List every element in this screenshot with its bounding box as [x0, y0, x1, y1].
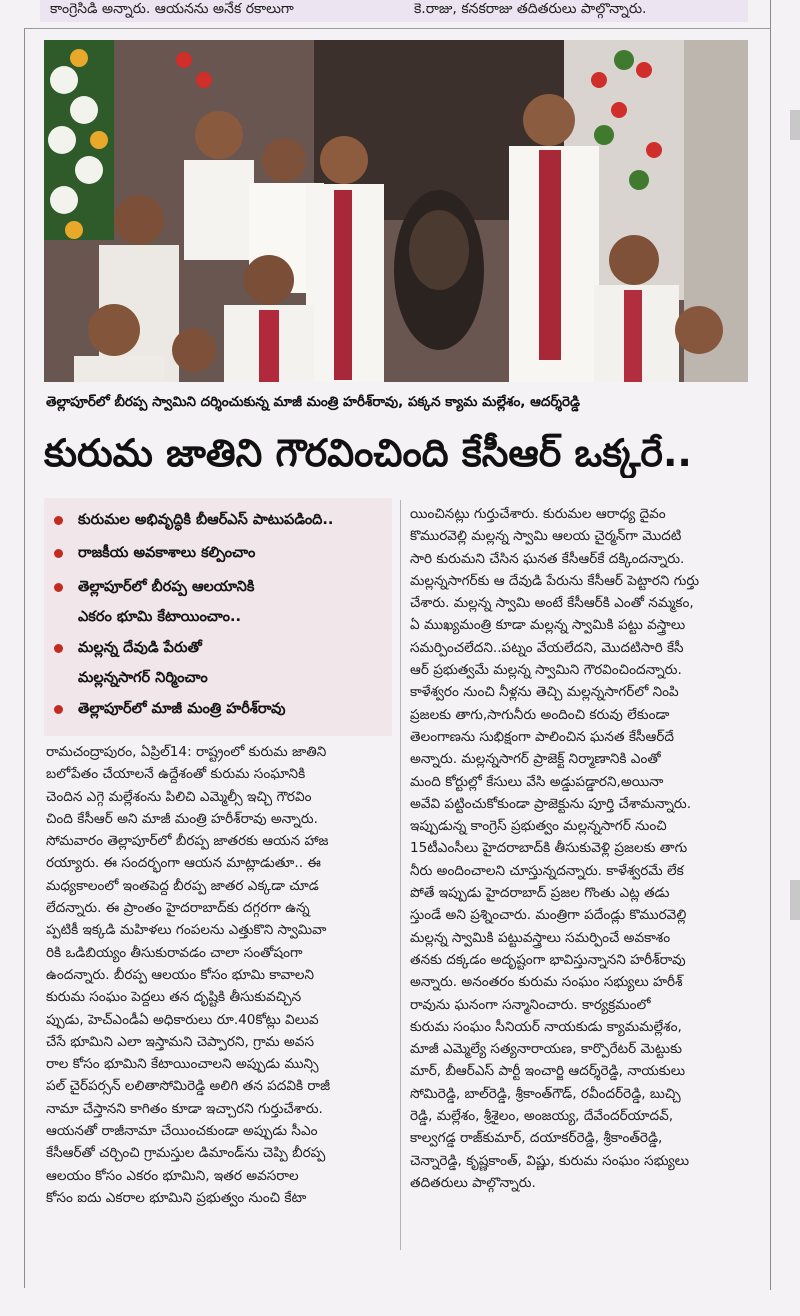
body-text-line: ప్రజలకు తాగు,సాగునీరు అందించి కరువు లేకుండా	[410, 706, 670, 723]
body-text-line: కేసీఆర్‌తో చర్చించి గ్రామస్తుల డిమాండ్‌ను చెప్పి బీరప్ప	[46, 1145, 326, 1162]
previous-article-left-text: కాంగ్రెసిడి అన్నారు. ఆయనను అనేక రకాలుగా	[50, 1, 294, 17]
body-text-line: చెందిన ఎగ్గె మల్లేశంను పిలిచి ఎమ్మెల్సీ ఇచ్చి గౌరవిం	[46, 788, 312, 805]
body-text-line: రికి ఒడిబియ్యం తీసుకురావడం చాలా సంతోషంగా	[46, 944, 303, 961]
highlight-text-continued: మల్లన్నసాగర్ నిర్మించాం	[78, 670, 208, 686]
body-text-line: ఆయనతో రాజీనామా చేయించకుండా అప్పుడు సీఎం	[46, 1123, 318, 1140]
column-rule-right	[770, 0, 771, 1290]
right-edge-bar	[790, 880, 800, 920]
body-text-line: ప్పుడు, హెచ్‌ఎండీఏ అధికారులు రూ.40కోట్లు విలువ	[46, 1011, 319, 1028]
body-text-line: కాళేశ్వరం నుంచి నీళ్లను తెచ్చి మల్లన్నసాగర్‌లో నింపి	[410, 684, 679, 701]
body-text-line: ప్పటికీ ఇక్కడి మహిళలు గంపలను ఎత్తుకొని స్వామివా	[46, 922, 327, 939]
body-text-line: అవేవి పట్టించుకోకుండా ప్రాజెక్టును పూర్తి చేశామన్నారు.	[410, 795, 692, 812]
highlight-text: మల్లన్న దేవుడి పేరుతో	[78, 640, 202, 656]
highlight-text-continued: ఎకరం భూమి కేటాయించాం..	[78, 609, 241, 625]
body-text-line: తదితరులు పాల్గొన్నారు.	[410, 1174, 536, 1191]
body-text-line: సోమవారం తెల్లాపూర్‌లో బీరప్ప జాతరకు ఆయన హాజ	[46, 833, 329, 850]
body-text-line: రావును ఘనంగా సన్మానించారు. కార్యక్రమంలో	[410, 996, 651, 1013]
body-text-line: సమర్పించలేదని..పట్నం వేయలేదని, మొదటిసారి కేసీ	[410, 639, 684, 656]
body-text-line: ఇప్పుడున్న కాంగ్రెస్ ప్రభుత్వం మల్లన్నసాగర్ నుంచి	[410, 818, 667, 835]
body-text-line: మాజీ ఎమ్మెల్యే సత్యనారాయణ, కార్పొరేటర్ మెట్టుకు	[410, 1041, 682, 1058]
highlight-text: కురుమల అభివృద్ధికి బీఆర్‌ఎస్ పాటుపడింది..	[78, 512, 334, 528]
body-text-line: 15టీఎంసీలు హైదరాబాద్‌కి తీసుకువెళ్లి ప్రజలకు తాగు	[410, 840, 688, 857]
body-text-line: నీరు అందించాలని చూస్తున్నదన్నారు. కాళేశ్వరమే లేక	[410, 862, 684, 879]
body-text-line: లేదన్నారు. ఈ ప్రాంతం హైదరాబాద్‌కు దగ్గరగా ఉన్న	[46, 900, 310, 917]
body-text-line: మల్లన్నసాగర్‌కు ఆ దేవుడి పేరును కేసీఆర్ పెట్టారని గుర్తు	[410, 572, 700, 589]
photo-caption: తెల్లాపూర్‌లో బీరప్ప స్వామిని దర్శించుకున్న మాజీ మంత్రి హరీశ్‌రావు, పక్కన క్యామ మల్లేశం, ఆదర్శ్‌రెడ్డి	[46, 394, 581, 410]
body-text-line: రాల కోసం భూమిని కేటాయించాలని అప్పుడు మున్సి	[46, 1056, 319, 1073]
body-text-line: తెలంగాణను సుభిక్షంగా పాలించిన ఘనత కేసీఆర్‌దే	[410, 728, 674, 745]
column-rule-left	[24, 28, 25, 1288]
body-text-line: బలోపేతం చేయాలనే ఉద్దేశంతో కురుమ సంఘానికి	[46, 766, 306, 783]
bullet-icon	[54, 583, 63, 592]
body-text-line: చెన్నారెడ్డి, కృష్ణకాంత్, విష్ణు, కురుమ సంఘం సభ్యులు	[410, 1152, 690, 1169]
body-text-line: పోతే ఇప్పుడు హైదరాబాద్ ప్రజల గొంతు ఎట్ల తడు	[410, 885, 670, 902]
body-text-line: ఏ ముఖ్యమంత్రి కూడా మల్లన్న స్వామికి పట్టు వస్త్రాలు	[410, 617, 686, 634]
body-text-line: సారి కురుమని చేసిన ఘనత కేసీఆర్‌కే దక్కిందన్నారు.	[410, 550, 685, 567]
body-text-line: చింది కేసీఆర్ అని మాజీ మంత్రి హరీశ్‌రావు అన్నారు.	[46, 810, 318, 827]
body-text-line: పల్ చైర్‌పర్సన్ లలితాసోమిరెడ్డి అలిగి తన పదవికి రాజీ	[46, 1078, 331, 1095]
highlights-box	[44, 498, 392, 736]
body-text-line: కోసం ఐదు ఎకరాల భూమిని ప్రభుత్వం నుంచి కేటా	[46, 1189, 307, 1206]
body-text-line: కురుమ సంఘం సీనియర్ నాయకుడు క్యామమల్లేశం,	[410, 1018, 682, 1035]
column-rule-middle	[400, 500, 401, 1250]
previous-article-right-text: కె.రాజు, కనకరాజు తదితరులు పాల్గొన్నారు.	[414, 1, 647, 17]
bullet-icon	[54, 516, 63, 525]
right-edge-bar	[790, 110, 800, 140]
body-text-line: ఆలయం కోసం ఎకరం భూమిని, ఇతర అవసరాల	[46, 1167, 299, 1184]
bullet-icon	[54, 644, 63, 653]
article-body-right	[410, 503, 752, 1194]
body-text-line: అన్నారు. మల్లన్నసాగర్ ప్రాజెక్ట్ నిర్మాణానికి ఎంతో	[410, 751, 661, 768]
body-text-line: ఉందన్నారు. బీరప్ప ఆలయం కోసం భూమి కావాలని	[46, 966, 315, 983]
body-text-line: రెడ్డి, మల్లేశం, శ్రీశైలం, అంజయ్య, దేవేందర్‌యాదవ్,	[410, 1108, 674, 1125]
body-text-line: ఆర్ ప్రభుత్వమే మల్లన్న స్వామిని గౌరవించిందన్నారు.	[410, 662, 682, 679]
body-text-line: రయ్యారు. ఈ సందర్భంగా ఆయన మాట్లాడుతూ.. ఈ	[46, 855, 321, 872]
body-text-line: కొమురవెల్లి మల్లన్న స్వామి ఆలయ చైర్మన్‌గా మొదటి	[410, 528, 682, 545]
body-text-line: మల్లన్న స్వామికి పట్టువస్త్రాలు సమర్పించే అవకాశం	[410, 929, 671, 946]
headline: కురుమ జాతిని గౌరవించింది కేసీఆర్ ఒక్కరే..	[44, 431, 692, 475]
body-text-line: రామచంద్రాపురం, ఏప్రిల్14: రాష్ట్రంలో కురుమ జాతిని	[46, 744, 327, 760]
body-text-line: అన్నారు. అనంతరం కురుమ సంఘం సభ్యులు హరీశ్	[410, 974, 683, 991]
bullet-icon	[54, 549, 63, 558]
highlight-text: తెల్లాపూర్‌లో మాజీ మంత్రి హరీశ్‌రావు	[78, 701, 286, 717]
body-text-line: సోమిరెడ్డి, బాల్‌రెడ్డి, శ్రీకాంత్‌గౌడ్, రవీందర్‌రెడ్డి, బుచ్చి	[410, 1085, 681, 1102]
body-text-line: మధ్యకాలంలో ఇంతపెద్ద బీరప్ప జాతర ఎక్కడా చూడ	[46, 877, 319, 894]
body-text-line: మంది కోర్టుల్లో కేసులు వేసి అడ్డుపడ్డారని,అయినా	[410, 773, 664, 790]
body-text-line: కురుమ సంఘం పెద్దలు తన దృష్టికి తీసుకువచ్చిన	[46, 989, 302, 1006]
highlight-text: రాజకీయ అవకాశాలు కల్పించాం	[78, 545, 256, 561]
body-text-line: చేశారు. మల్లన్న స్వామి అంటే కేసీఆర్‌కి ఎంతో నమ్మకం,	[410, 595, 694, 612]
body-text-line: చేసే భూమిని ఎలా ఇస్తామని చెప్పారని, గ్రామ అవస	[46, 1033, 314, 1050]
previous-article-strip	[40, 0, 748, 22]
highlight-text: తెల్లాపూర్‌లో బీరప్ప ఆలయానికి	[78, 579, 255, 595]
body-text-line: కాల్వగడ్డ రాజ్‌కుమార్, దయాకర్‌రెడ్డి, శ్రీకాంత్‌రెడ్డి,	[410, 1130, 663, 1147]
event-photo-illustration	[44, 40, 748, 382]
bullet-icon	[54, 705, 63, 714]
body-text-line: తనకు దక్కడం అదృష్టంగా భావిస్తున్నానని హరీశ్‌రావు	[410, 951, 686, 968]
body-text-line: నామా చేస్తానని కాగితం కూడా ఇచ్చారని గుర్తుచేశారు.	[46, 1100, 323, 1117]
body-text-line: స్తుండే అని ప్రశ్నించారు. మంత్రిగా పదేండ్లు కొమురవెల్లి	[410, 907, 687, 924]
body-text-line: యించినట్లు గుర్తుచేశారు. కురుమల ఆరాధ్య దైవం	[410, 506, 666, 522]
top-divider	[24, 28, 770, 29]
body-text-line: మార్, బీఆర్‌ఎస్ పార్టీ ఇంచార్జి ఆదర్శ్‌రెడ్డి, నాయకులు	[410, 1063, 686, 1080]
event-photo	[44, 40, 748, 382]
article-body-left	[46, 741, 392, 1209]
